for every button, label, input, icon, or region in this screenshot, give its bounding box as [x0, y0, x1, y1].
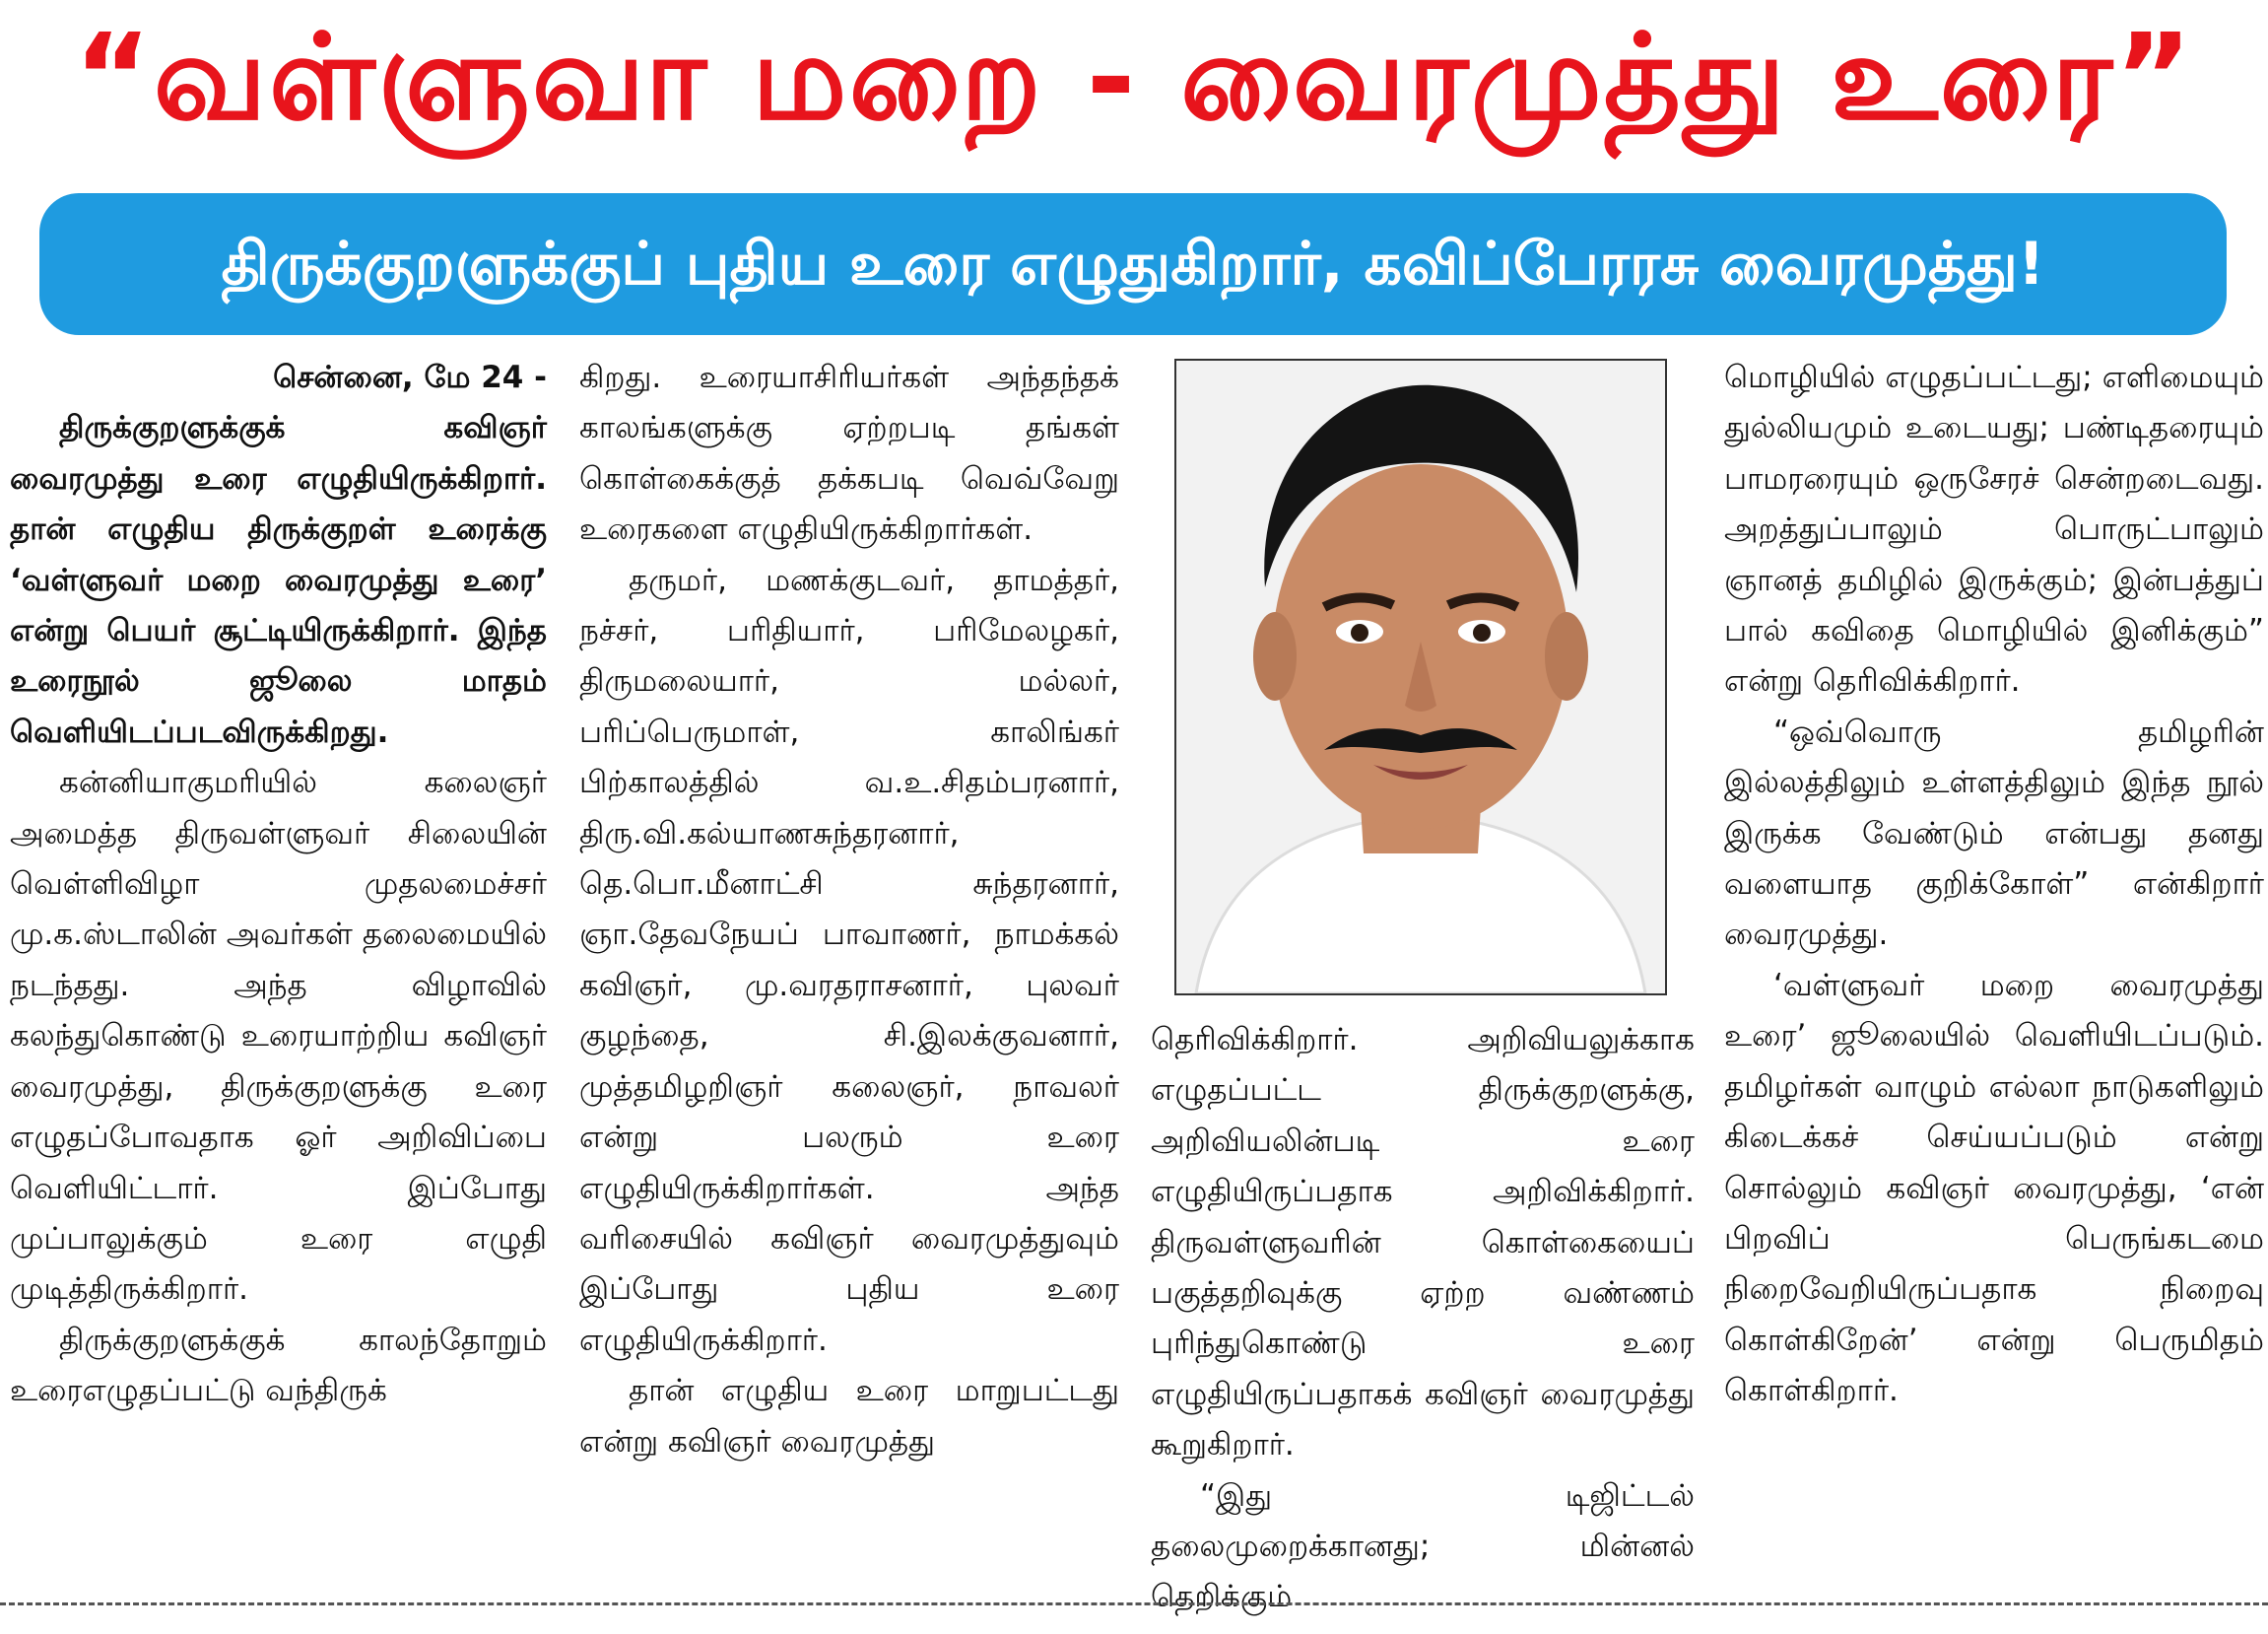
- body-paragraph: கிறது. உரையாசிரியர்கள் அந்தந்தக் காலங்களுக்கு ஏற்றபடி தங்கள் கொள்கைக்குத் தக்கபடி வெவ்வேறு உரைகளை எழுதியிருக்கிறார்கள்.: [579, 360, 1119, 548]
- body-paragraph: தருமர், மணக்குடவர், தாமத்தர், நச்சர், பரிதியார், பரிமேலழகர், திருமலையார், மல்லர், பரிப்பெருமாள், காலிங்கர் பிற்காலத்தில் வ.உ.சிதம்பரனார், திரு.வி.கல்யாணசுந்தரனார், தெ.பொ.மீனாட்சி சுந்தரனார், ஞா.தேவநேயப் பாவாணர், நாமக்கல் கவிஞர், மு.வரதராசனார், புலவர் குழந்தை, சி.இலக்குவனார், முத்தமிழறிஞர் கலைஞர், நாவலர் என்று பலரும் உரை எழுதியிருக்கிறார்கள். அந்த வரிசையில் கவிஞர் வைரமுத்துவும் இப்போது புதிய உரை எழுதியிருக்கிறார்.: [579, 562, 1119, 1358]
- article-column-4: [1724, 353, 2264, 1417]
- portrait-photo: [1174, 359, 1667, 995]
- dateline: சென்னை, மே 24 -: [273, 360, 547, 395]
- headline: “வள்ளுவா மறை - வைரமுத்து உரை”: [73, 10, 2195, 147]
- portrait-illustration: [1176, 361, 1665, 993]
- article-column-1: [10, 353, 547, 1417]
- body-paragraph: தான் எழுதிய உரை மாறுபட்டது என்று கவிஞர் வைரமுத்து: [579, 1373, 1119, 1460]
- subheadline-banner: திருக்குறளுக்குப் புதிய உரை எழுதுகிறார், கவிப்பேரரசு வைரமுத்து!: [39, 193, 2227, 335]
- body-paragraph: தெரிவிக்கிறார். அறிவியலுக்காக எழுதப்பட்ட திருக்குறளுக்கு, அறிவியலின்படி உரை எழுதியிருப்பதாக அறிவிக்கிறார். திருவள்ளுவரின் கொள்கையைப் பகுத்தறிவுக்கு ஏற்ற வண்ணம் புரிந்துகொண்டு உரை எழுதியிருப்பதாகக் கவிஞர் வைரமுத்து கூறுகிறார்.: [1151, 1022, 1695, 1464]
- body-paragraph: “ஒவ்வொரு தமிழரின் இல்லத்திலும் உள்ளத்திலும் இந்த நூல் இருக்க வேண்டும் என்பது தனது வளையாத குறிக்கோள்” என்கிறார் வைரமுத்து.: [1724, 714, 2264, 953]
- body-paragraph: மொழியில் எழுதப்பட்டது; எளிமையும் துல்லியமும் உடையது; பண்டிதரையும் பாமரரையும் ஒருசேரச் சென்றடைவது. அறத்துப்பாலும் பொருட்பாலும் ஞானத் தமிழில் இருக்கும்; இன்பத்துப் பால் கவிதை மொழியில் இனிக்கும்” என்று தெரிவிக்கிறார்.: [1724, 360, 2264, 700]
- body-paragraph: திருக்குறளுக்குக் காலந்தோறும் உரைஎழுதப்பட்டு வந்திருக்: [10, 1322, 547, 1409]
- article-column-2: [579, 353, 1119, 1467]
- dashed-divider: [0, 1602, 2268, 1605]
- body-paragraph: கன்னியாகுமரியில் கலைஞர் அமைத்த திருவள்ளுவர் சிலையின் வெள்ளிவிழா முதலமைச்சர் மு.க.ஸ்டாலின் அவர்கள் தலைமையில் நடந்தது. அந்த விழாவில் கலந்துகொண்டு உரையாற்றிய கவிஞர் வைரமுத்து, திருக்குறளுக்கு உரை எழுதப்போவதாக ஓர் அறிவிப்பை வெளியிட்டார். இப்போது முப்பாலுக்கும் உரை எழுதி முடித்திருக்கிறார்.: [10, 765, 547, 1308]
- body-paragraph: “இது டிஜிட்டல் தலைமுறைக்கானது; மின்னல் தெறிக்கும்: [1151, 1477, 1695, 1615]
- lead-paragraph: திருக்குறளுக்குக் கவிஞர் வைரமுத்து உரை எழுதியிருக்கிறார். தான் எழுதிய திருக்குறள் உரைக்கு ‘வள்ளுவர் மறை வைரமுத்து உரை’ என்று பெயர் சூட்டியிருக்கிறார். இந்த உரைநூல் ஜூலை மாதம் வெளியிடப்படவிருக்கிறது.: [10, 410, 547, 750]
- body-paragraph: ‘வள்ளுவர் மறை வைரமுத்து உரை’ ஜூலையில் வெளியிடப்படும். தமிழர்கள் வாழும் எல்லா நாடுகளிலும் கிடைக்கச் செய்யப்படும் என்று சொல்லும் கவிஞர் வைரமுத்து, ‘என் பிறவிப் பெருங்கடமை நிறைவேறியிருப்பதாக நிறைவு கொள்கிறேன்’ என்று பெருமிதம் கொள்கிறார்.: [1724, 967, 2264, 1409]
- article-column-3: [1151, 1015, 1695, 1623]
